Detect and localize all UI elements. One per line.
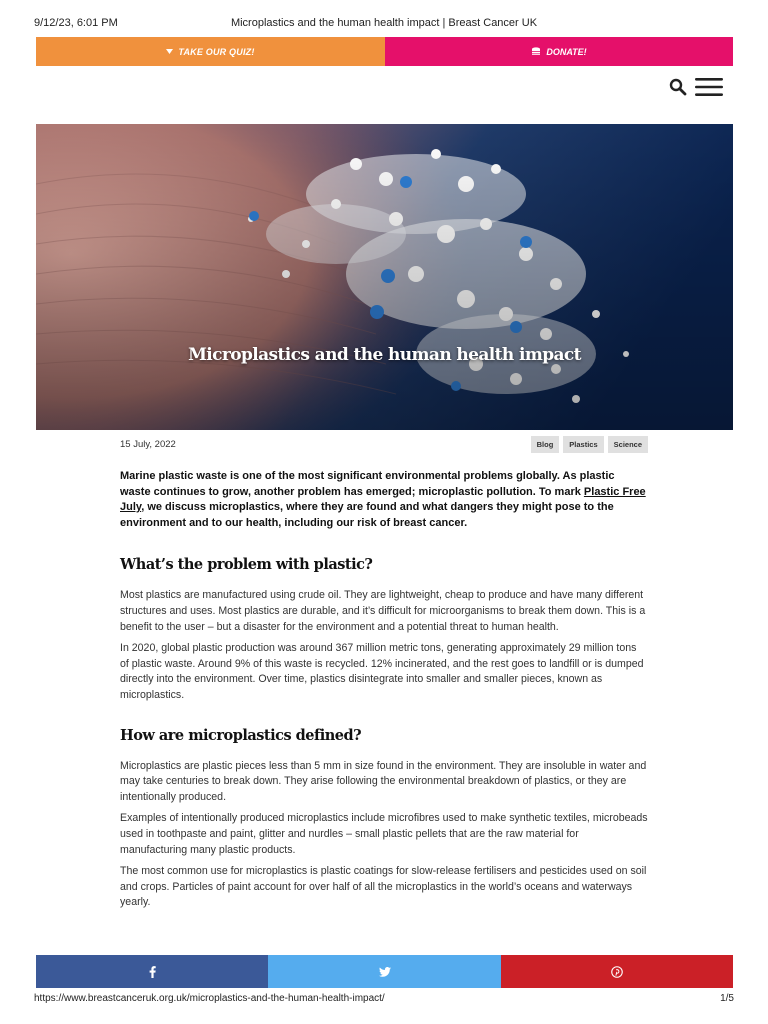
tag-plastics[interactable]: Plastics [563,436,603,453]
take-quiz-label: TAKE OUR QUIZ! [178,46,255,57]
print-page-number: 1/5 [720,993,734,1004]
print-header [0,17,768,31]
lead-text-end: , we discuss microplastics, where they are found and what dangers they might pose to the environment and to our health, including our risk of breast cancer. [120,501,614,529]
print-footer [0,993,768,1007]
print-document-title: Microplastics and the human health impact | Breast Cancer UK [230,17,538,29]
hamburger-menu-icon[interactable] [695,77,723,97]
share-pinterest-button[interactable] [501,955,733,988]
facebook-icon [149,966,156,978]
pinterest-icon [611,966,623,978]
chevron-down-icon [166,49,173,54]
hero-banner [36,124,733,430]
plastic-free-july-link[interactable]: Plastic Free July [120,485,646,514]
print-datetime: 9/12/23, 6:01 PM [34,17,118,29]
tag-blog[interactable]: Blog [531,436,560,453]
paragraph: Most plastics are manufactured using crude oil. They are lightweight, cheap to produce and have many different structures and uses. Most plastics are durable, and it’s difficult for microorganisms to break them down. This is a benefit to the user – but a disaster for the environment and a potential threat to human health. [120,589,646,633]
search-icon[interactable] [669,78,687,96]
top-action-bar [36,37,733,66]
donate-label: DONATE! [546,46,587,57]
paragraph: Microplastics are plastic pieces less than 5 mm in size found in the environment. They are insoluble in water and may take centuries to break down. They arise following the environmental breakdown of plastics, or they are intentionally produced. [120,759,647,803]
share-bar [36,955,733,988]
coins-icon [531,47,541,57]
article-lead [120,469,648,531]
take-quiz-button[interactable] [36,37,385,66]
tag-list [531,436,648,453]
print-url: https://www.breastcanceruk.org.uk/microplastics-and-the-human-health-impact/ [34,993,385,1004]
share-facebook-button[interactable] [36,955,268,988]
paragraph: In 2020, global plastic production was around 367 million metric tons, generating approximately 29 million tons of plastic waste. Around 9% of this waste is recycled. 12% incinerated, and the rest goes to landfill or is dumped directly into the environment. Over time, plastics disintegrate into smaller and smaller pieces, known as microplastics. [120,642,644,701]
section-heading-definition: How are microplastics defined? [120,726,362,744]
donate-button[interactable] [385,37,733,66]
paragraph: The most common use for microplastics is plastic coatings for slow-release fertilisers and pesticides used on soil and crops. Particles of paint account for over half of all the microplastics in the world’s oceans and waterways yearly. [120,865,647,909]
share-twitter-button[interactable] [268,955,501,988]
publish-date: 15 July, 2022 [120,439,176,450]
paragraph: Examples of intentionally produced microplastics include microfibres used to make synthetic textiles, microbeads used in toothpaste and paint, glitter and nurdles – small plastic pellets that are the raw material for manufacturing many plastic products. [120,812,648,856]
tag-science[interactable]: Science [608,436,648,453]
article-meta [120,436,648,452]
twitter-icon [379,967,391,977]
section-heading-problem: What’s the problem with plastic? [120,556,373,574]
lead-text-start: Marine plastic waste is one of the most significant environmental problems globally. As plastic waste continues to grow, another problem has emerged; microplastic pollution. To mark [120,470,615,498]
article-body [120,469,648,911]
article-title: Microplastics and the human health impact [188,345,581,365]
hero-image-microplastics-on-fingertip [36,124,733,430]
